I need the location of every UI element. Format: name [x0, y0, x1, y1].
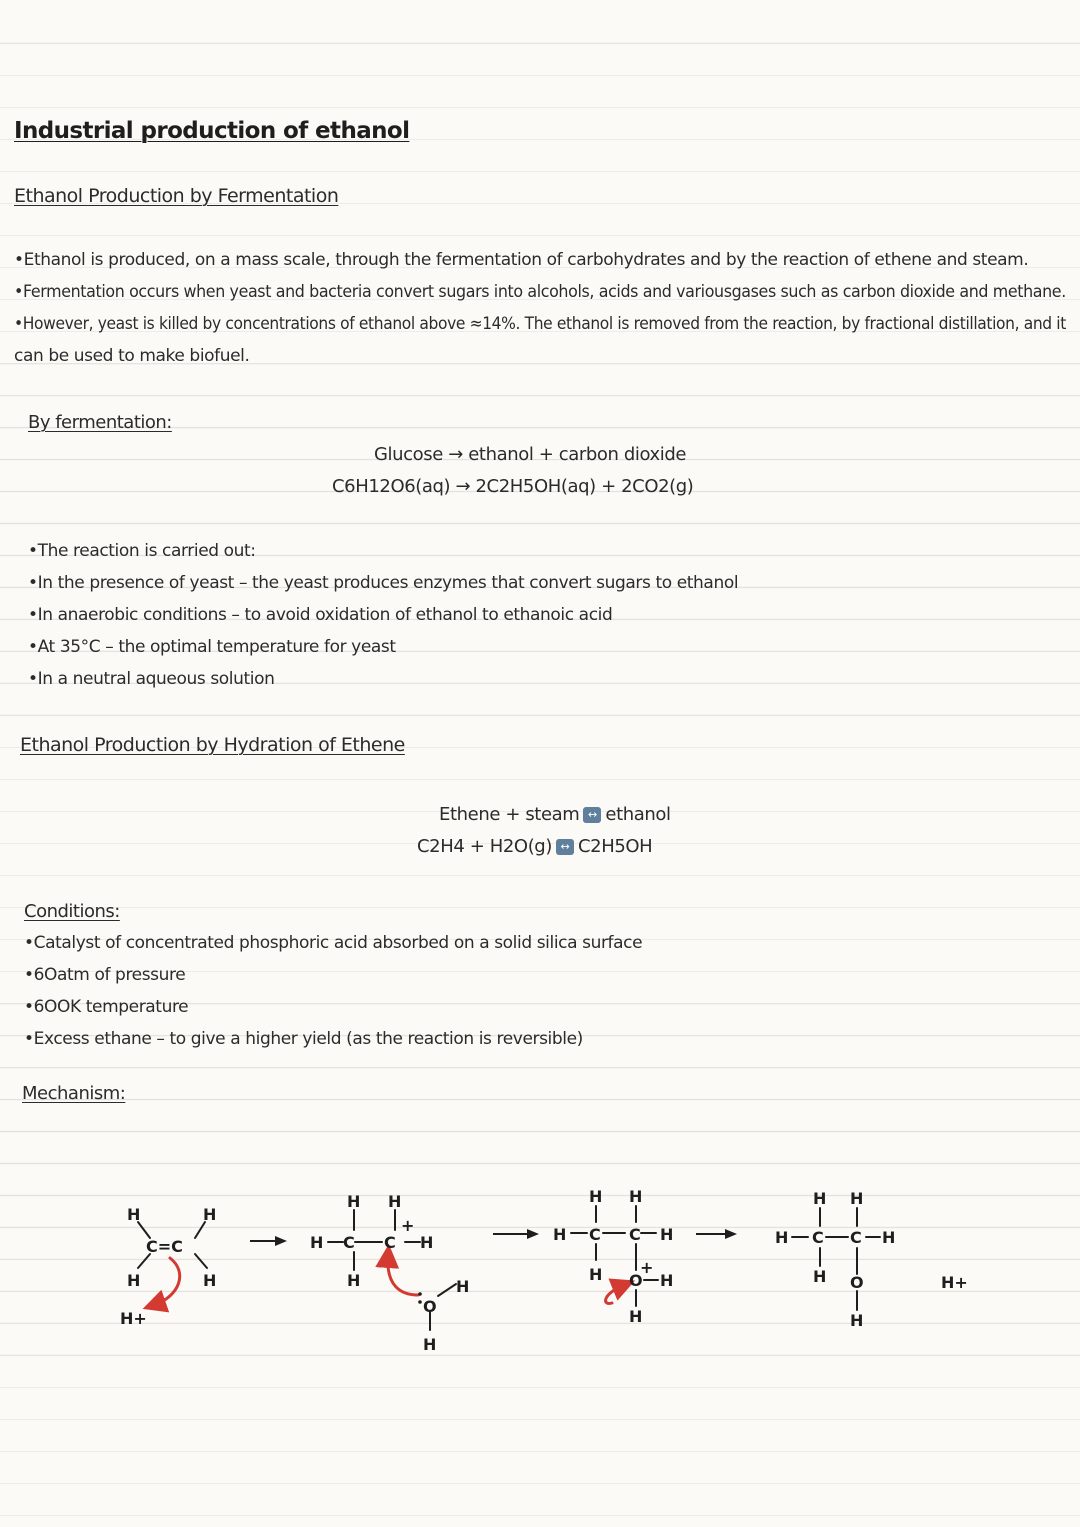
atom-label: C — [589, 1225, 601, 1244]
atom-label: C — [629, 1225, 641, 1244]
by-fermentation-label: By fermentation: — [28, 412, 172, 433]
paragraph-line: can be used to make biofuel. — [14, 346, 250, 366]
page-title: Industrial production of ethanol — [14, 118, 410, 144]
atom-label: C — [384, 1233, 396, 1252]
atom-label: H — [850, 1311, 864, 1330]
fermentation-word-equation: Glucose → ethanol + carbon dioxide — [374, 444, 687, 465]
ethene-double-bond: C=C — [146, 1237, 183, 1256]
fermentation-symbol-equation: C6H12O6(aq) → 2C2H5OH(aq) + 2CO2(g) — [332, 476, 694, 497]
atom-label: H — [203, 1205, 217, 1224]
atom-label: H — [813, 1189, 827, 1208]
atom-label: H — [347, 1271, 361, 1290]
condition-line: •Excess ethane – to give a higher yield (as the reaction is reversible) — [24, 1029, 583, 1049]
atom-label: H — [629, 1187, 643, 1206]
atom-label: H — [420, 1233, 434, 1252]
charge-label: + — [401, 1216, 415, 1235]
atom-label: H — [423, 1335, 437, 1354]
condition-line: •In anaerobic conditions – to avoid oxidation of ethanol to ethanoic acid — [28, 605, 613, 625]
word-right: ethanol — [605, 804, 671, 825]
condition-line: •6OOK temperature — [24, 997, 189, 1017]
atom-label: H — [813, 1267, 827, 1286]
atom-label: H — [388, 1192, 402, 1211]
atom-label: H — [589, 1265, 603, 1284]
double-arrow-icon: ↔ — [556, 839, 574, 855]
atom-label: O — [629, 1271, 643, 1290]
condition-line: •Catalyst of concentrated phosphoric acid absorbed on a solid silica surface — [24, 933, 643, 953]
atom-label: O — [423, 1297, 437, 1316]
atom-label: H — [347, 1192, 361, 1211]
condition-line: •At 35°C – the optimal temperature for yeast — [28, 637, 396, 657]
atom-label: H — [660, 1271, 674, 1290]
atom-label: H — [589, 1187, 603, 1206]
atom-label: H — [629, 1307, 643, 1326]
proton-product-label: H+ — [941, 1273, 968, 1292]
atom-label: H — [310, 1233, 324, 1252]
word-left: Ethene + steam — [439, 804, 580, 825]
atom-label: C — [343, 1233, 355, 1252]
mechanism-label: Mechanism: — [22, 1083, 126, 1104]
condition-line: •6Oatm of pressure — [24, 965, 186, 985]
atom-label: C — [812, 1228, 824, 1247]
symbol-left: C2H4 + H2O(g) — [417, 836, 552, 857]
atom-label: C — [850, 1228, 862, 1247]
atom-label: H — [203, 1271, 217, 1290]
paragraph-line: •Ethanol is produced, on a mass scale, through the fermentation of carbohydrates and by the reaction of ethene and steam. — [14, 250, 1029, 270]
conditions-label: Conditions: — [24, 901, 120, 922]
condition-line: •In a neutral aqueous solution — [28, 669, 275, 689]
atom-label: H — [775, 1228, 789, 1247]
condition-line: •In the presence of yeast – the yeast produces enzymes that convert sugars to ethanol — [28, 573, 739, 593]
atom-label: H — [127, 1271, 141, 1290]
atom-label: H — [660, 1225, 674, 1244]
atom-label: O — [850, 1273, 864, 1292]
paragraph-line: •However, yeast is killed by concentrations of ethanol above ≈14%. The ethanol is removed from the reaction, by fractional distillation, and it — [14, 314, 1066, 334]
proton-label: H+ — [120, 1309, 147, 1328]
atom-label: H — [456, 1277, 470, 1296]
atom-label: H — [882, 1228, 896, 1247]
atom-label: H — [127, 1205, 141, 1224]
fermentation-heading: Ethanol Production by Fermentation — [14, 185, 339, 207]
atom-label: H — [850, 1189, 864, 1208]
charge-label: + — [640, 1258, 654, 1277]
symbol-right: C2H5OH — [577, 836, 653, 857]
condition-line: •The reaction is carried out: — [28, 541, 256, 561]
hydration-heading: Ethanol Production by Hydration of Ethene — [20, 734, 405, 756]
double-arrow-icon: ↔ — [583, 807, 601, 823]
atom-label: H — [553, 1225, 567, 1244]
paragraph-line: •Fermentation occurs when yeast and bacteria convert sugars into alcohols, acids and variousgases such as carbon dioxide and methane. — [14, 282, 1066, 302]
